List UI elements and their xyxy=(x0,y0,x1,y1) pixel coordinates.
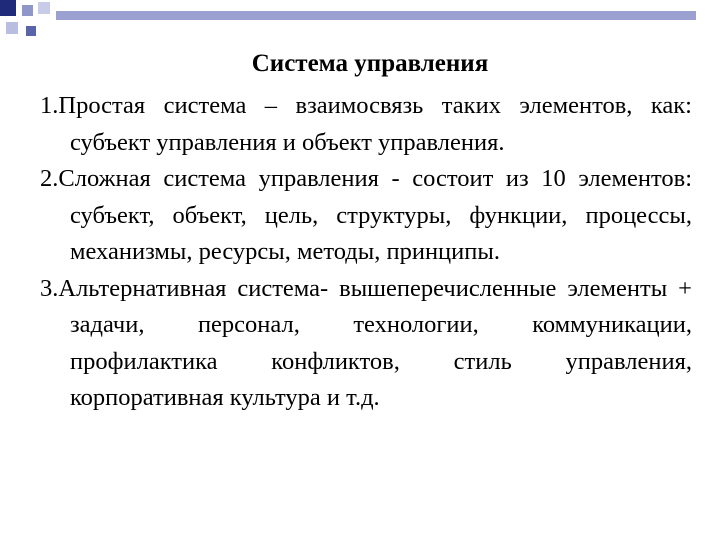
decor-square xyxy=(26,26,36,36)
item-number: 2. xyxy=(40,165,59,192)
decorative-top-bar xyxy=(56,11,696,20)
list-item xyxy=(40,88,692,161)
decor-square xyxy=(6,22,18,34)
decor-square xyxy=(22,5,33,16)
decor-square xyxy=(0,0,16,16)
item-number: 3. xyxy=(40,274,59,302)
list-item xyxy=(40,161,692,271)
item-text: Сложная система управления - состоит из 10 элементов: субъект, объект, цель, структуры, функции, процессы, механизмы, ресурсы, методы, принципы. xyxy=(58,165,692,265)
item-number: 1. xyxy=(40,92,59,119)
slide-title: Система управления xyxy=(251,50,489,77)
numbered-list xyxy=(40,88,692,417)
list-item xyxy=(40,271,692,417)
slide-content xyxy=(40,88,692,417)
item-text: Простая система – взаимосвязь таких элементов, как: субъект управления и объект управления. xyxy=(58,92,692,156)
item-text: Альтернативная система- вышеперечисленные элементы + задачи, персонал, технологии, коммуникации, профилактика конфликтов, стиль управления, корпоративная культура и т.д. xyxy=(58,274,692,411)
decor-square xyxy=(38,2,50,14)
